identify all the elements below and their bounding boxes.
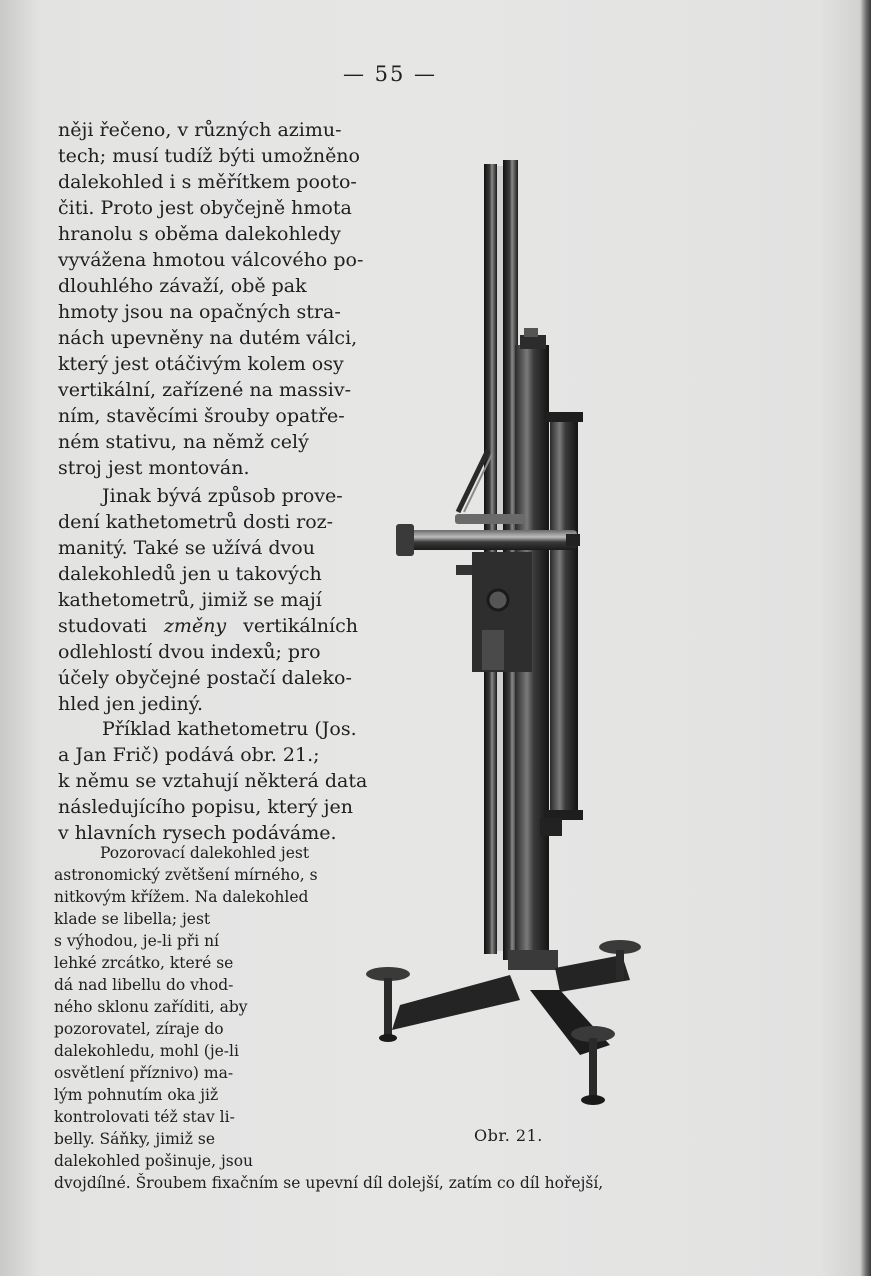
small-text-line: s výhodou, je-li při ní <box>54 932 220 950</box>
small-text-line: nitkovým křížem. Na dalekohled <box>54 888 309 906</box>
emphasized-word: změny <box>163 615 227 637</box>
telescope-eyepiece <box>566 534 580 546</box>
text-line: hranolu s oběma dalekohledy <box>58 223 341 245</box>
column-base-collar <box>508 950 558 970</box>
tripod-leg-left <box>392 975 520 1030</box>
text-line: něji řečeno, v různých azimu- <box>58 119 342 141</box>
text-line: ním, stavěcími šrouby opatře- <box>58 405 345 427</box>
kathetometer-illustration <box>360 150 650 1120</box>
small-text-line: dá nad libellu do vhod- <box>54 976 234 994</box>
text-line: Jinak bývá způsob prove- <box>102 485 343 507</box>
small-text-line: dvojdílné. Šroubem fixačním se upevní díl dolejší, zatím co díl hořejší, <box>54 1174 604 1192</box>
text-line: Příklad kathetometru (Jos. <box>102 718 357 740</box>
micrometer-screw <box>482 630 504 670</box>
small-text-line: ného sklonu zaříditi, aby <box>54 998 248 1016</box>
small-text-line: klade se libella; jest <box>54 910 211 928</box>
column-top-knob <box>524 328 538 337</box>
text-line: hled jen jediný. <box>58 693 204 715</box>
figure-caption: Obr. 21. <box>474 1126 543 1145</box>
text-line: dení kathetometrů dosti roz- <box>58 511 334 533</box>
small-text-line: lehké zrcátko, které se <box>54 954 234 972</box>
small-text-line: dalekohledu, mohl (je-li <box>54 1042 239 1060</box>
text-line: odlehlostí dvou indexů; pro <box>58 641 321 663</box>
level-vial <box>455 514 525 524</box>
small-text-line: belly. Sáňky, jimiž se <box>54 1130 215 1148</box>
small-text-line: kontrolovati též stav li- <box>54 1108 235 1126</box>
small-text-line: osvětlení příznivo) ma- <box>54 1064 234 1082</box>
text-line: tech; musí tudíž býti umožněno <box>58 145 360 167</box>
text-line: který jest otáčivým kolem osy <box>58 353 344 375</box>
small-text-line: pozorovatel, zíraje do <box>54 1020 224 1038</box>
text-line: k němu se vztahují některá data <box>58 770 368 792</box>
text-line: kathetometrů, jimiž se mají <box>58 589 322 611</box>
text-line: vyvážena hmotou válcového po- <box>58 249 364 271</box>
text-line: stroj jest montován. <box>58 457 250 479</box>
foot-left <box>379 1034 397 1042</box>
telescope-objective <box>396 524 414 556</box>
text-line: dalekohledů jen u takových <box>58 563 322 585</box>
tripod-leg-front <box>530 990 610 1055</box>
text-line: čiti. Proto jest obyčejně hmota <box>58 197 352 219</box>
leveling-screw-front-stem <box>589 1038 597 1098</box>
small-text-line: astronomický zvětšení mírného, s <box>54 866 318 884</box>
page-number: — 55 — <box>342 62 438 86</box>
small-text-line: dalekohled pošinuje, jsou <box>54 1152 254 1170</box>
text-line: dalekohled i s měřítkem pooto- <box>58 171 357 193</box>
text-line: dlouhlého závaží, obě pak <box>58 275 307 297</box>
text-line: následujícího popisu, který jen <box>58 796 353 818</box>
small-text-line: Pozorovací dalekohled jest <box>100 844 310 862</box>
text-line: vertikální, zařízené na massiv- <box>58 379 352 401</box>
text-line: a Jan Frič) podává obr. 21.; <box>58 744 320 766</box>
text-line: ném stativu, na němž celý <box>58 431 309 453</box>
counterweight-top <box>546 412 583 422</box>
small-text-line: lým pohnutím oka již <box>54 1086 219 1104</box>
fixing-screw <box>488 590 508 610</box>
foot-front <box>581 1095 605 1105</box>
mirror-arm <box>458 450 488 512</box>
text-line: nách upevněny na dutém válci, <box>58 327 358 349</box>
telescope-tube <box>402 530 577 550</box>
counterweight-cylinder <box>550 418 578 818</box>
carriage-knob <box>456 565 472 575</box>
text-line: účely obyčejné postačí daleko- <box>58 667 352 689</box>
text-line: v hlavních rysech podáváme. <box>58 822 337 844</box>
text-line: manitý. Také se užívá dvou <box>58 537 315 559</box>
column-cap <box>520 335 546 349</box>
leveling-screw-right-stem <box>616 950 624 980</box>
text-line: hmoty jsou na opačných stra- <box>58 301 341 323</box>
leveling-screw-left-stem <box>384 978 392 1038</box>
counterweight-clamp <box>540 818 562 836</box>
text-line: studovati změny vertikálních <box>58 615 358 637</box>
